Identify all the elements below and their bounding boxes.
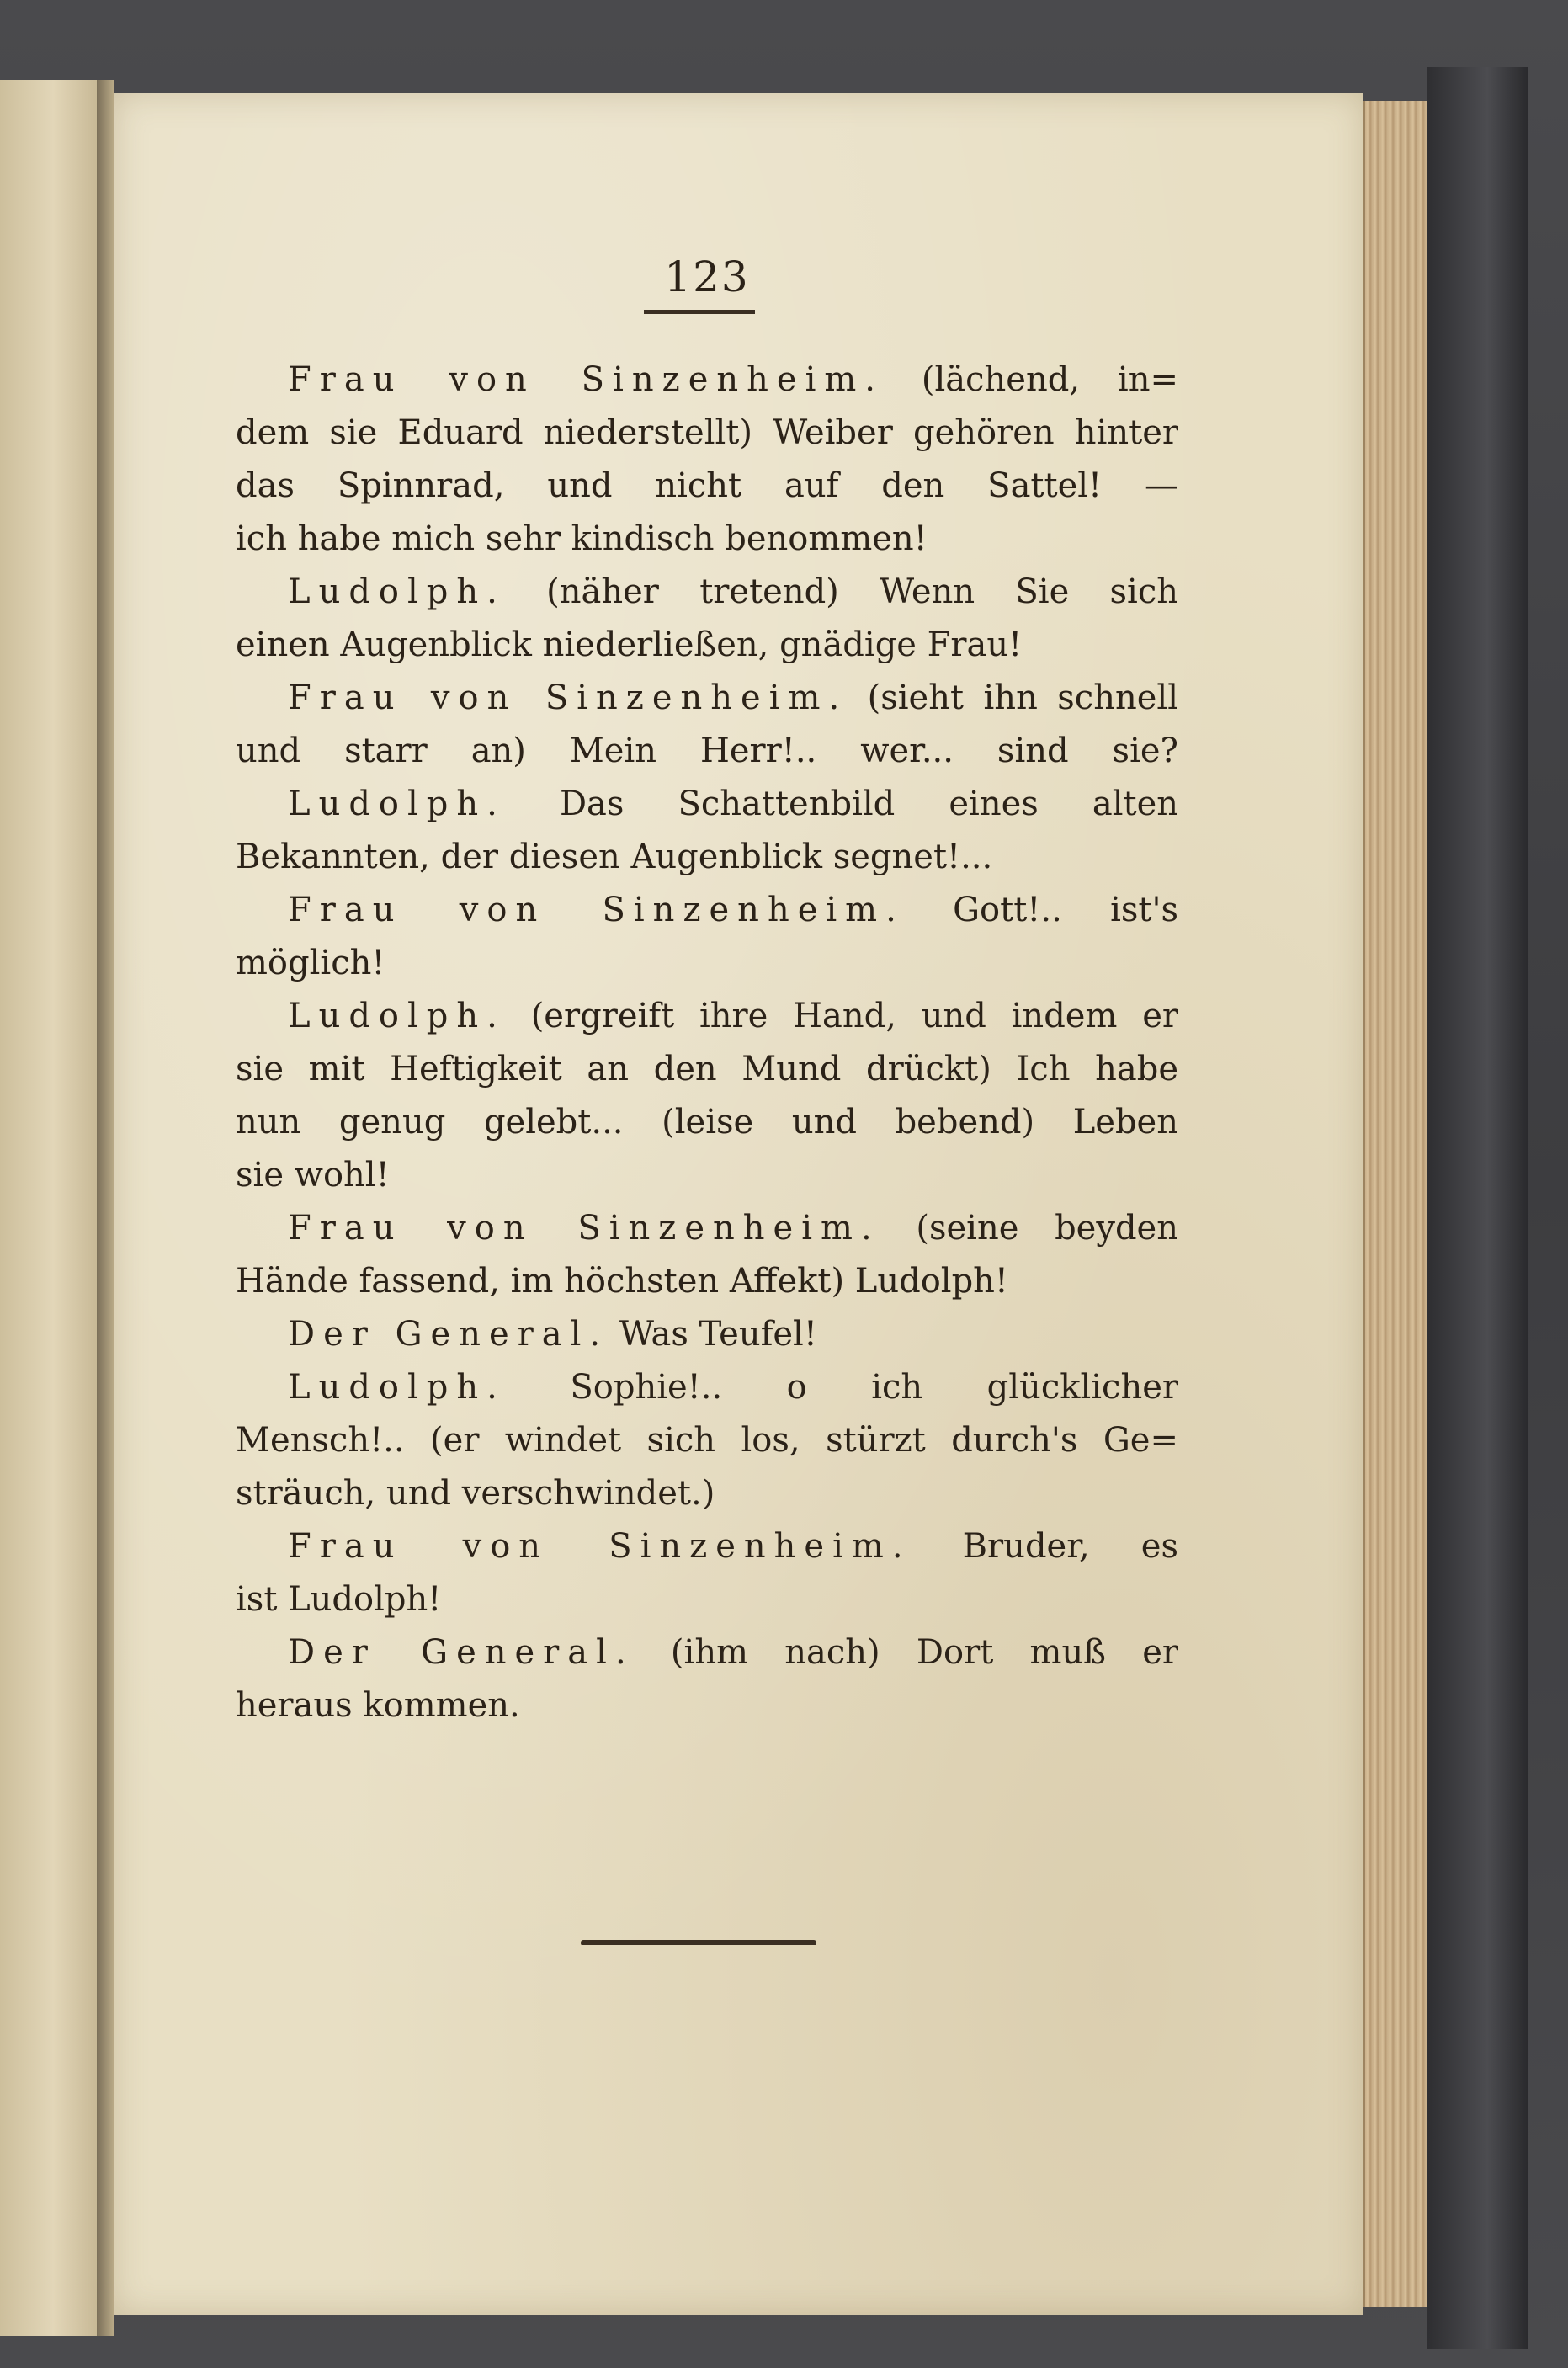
page-edges (1363, 101, 1428, 2307)
text-line (236, 1626, 1178, 1679)
text-line (236, 1414, 1178, 1467)
text-line (236, 1096, 1178, 1149)
text-line (236, 1467, 1178, 1520)
line-text: (lächend, in= (884, 360, 1178, 399)
speaker-name: Frau von Sinzenheim. (288, 1527, 912, 1566)
text-line (236, 1202, 1178, 1255)
line-text: das Spinnrad, und nicht auf den Sattel! — (236, 466, 1178, 505)
speaker-name: Frau von Sinzenheim. (288, 678, 848, 717)
line-text: Was Teufel! (609, 1315, 817, 1354)
speaker-name: Der General. (288, 1633, 635, 1672)
line-text: heraus kommen. (236, 1686, 520, 1725)
text-line (236, 778, 1178, 831)
text-line (236, 884, 1178, 937)
text-line (236, 1149, 1178, 1202)
speaker-name: Ludolph. (288, 785, 506, 823)
line-text: Mensch!.. (er windet sich los, stürzt durch's Ge= (236, 1421, 1178, 1460)
line-text: sie mit Heftigkeit an den Mund drückt) Ich habe (236, 1050, 1178, 1088)
line-text: Das Schattenbild eines alten (505, 785, 1178, 823)
speaker-name: Ludolph. (288, 572, 506, 611)
book-cover (1427, 67, 1528, 2349)
speaker-name: Der General. (288, 1315, 609, 1354)
text-line (236, 513, 1178, 566)
line-text: (ergreift ihre Hand, und indem er (505, 997, 1178, 1035)
text-line (236, 1679, 1178, 1732)
speaker-name: Frau von Sinzenheim. (288, 891, 905, 929)
line-text: nun genug gelebt... (leise und bebend) Leben (236, 1103, 1178, 1141)
speaker-name: Ludolph. (288, 997, 506, 1035)
line-text: Hände fassend, im höchsten Affekt) Ludolph! (236, 1262, 1009, 1301)
text-line (236, 566, 1178, 619)
line-text: dem sie Eduard niederstellt) Weiber gehören hinter (236, 413, 1178, 452)
line-text: sträuch, und verschwindet.) (236, 1474, 715, 1513)
line-text: (sieht ihn schnell (848, 678, 1178, 717)
text-line (236, 619, 1178, 672)
text-line (236, 1308, 1178, 1361)
speaker-name: Frau von Sinzenheim. (288, 360, 885, 399)
text-line (236, 460, 1178, 513)
line-text: (ihm nach) Dort muß er (634, 1633, 1178, 1672)
text-line (236, 672, 1178, 725)
text-line (236, 725, 1178, 778)
speaker-name: Ludolph. (288, 1368, 506, 1407)
line-text: einen Augenblick niederließen, gnädige Frau! (236, 625, 1023, 664)
line-text: (seine beyden (880, 1209, 1178, 1248)
text-line (236, 1043, 1178, 1096)
line-text: (näher tretend) Wenn Sie sich (505, 572, 1178, 611)
page-number: 123 (664, 253, 750, 301)
line-text: Gott!.. ist's (904, 891, 1178, 929)
text-line (236, 1361, 1178, 1414)
text-line (236, 990, 1178, 1043)
text-line (236, 831, 1178, 884)
text-line (236, 937, 1178, 990)
speaker-name: Frau von Sinzenheim. (288, 1209, 880, 1248)
text-line (236, 1255, 1178, 1308)
text-line (236, 1520, 1178, 1573)
text-block (236, 354, 1178, 1732)
line-text: Sophie!.. o ich glücklicher (505, 1368, 1178, 1407)
text-line (236, 354, 1178, 407)
end-rule (581, 1940, 816, 1945)
text-line (236, 407, 1178, 460)
header-rule (644, 310, 755, 314)
line-text: ich habe mich sehr kindisch benommen! (236, 519, 928, 558)
line-text: und starr an) Mein Herr!.. wer... sind sie? (236, 732, 1178, 770)
line-text: sie wohl! (236, 1156, 390, 1195)
text-line (236, 1573, 1178, 1626)
line-text: ist Ludolph! (236, 1580, 442, 1619)
line-text: Bekannten, der diesen Augenblick segnet!... (236, 838, 993, 876)
line-text: Bruder, es (911, 1527, 1178, 1566)
book-gutter (97, 80, 114, 2336)
left-page-edge (0, 80, 99, 2336)
line-text: möglich! (236, 944, 385, 982)
